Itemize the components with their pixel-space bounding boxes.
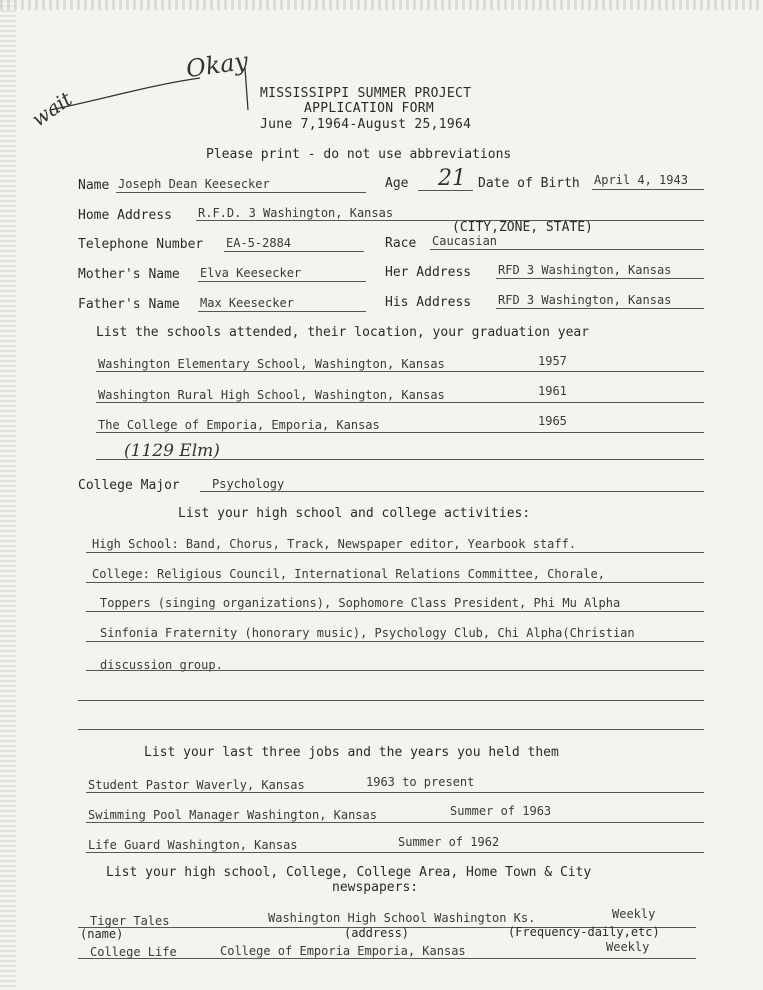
- major-value: Psychology: [212, 477, 285, 491]
- mother-value: Elva Keesecker: [200, 266, 302, 280]
- col-frequency-label: (Frequency-daily,etc): [508, 925, 660, 939]
- activity-underline: [86, 641, 704, 642]
- form-title: MISSISSIPPI SUMMER PROJECT: [260, 86, 472, 101]
- job-years: 1963 to present: [366, 775, 475, 789]
- dob-value: April 4, 1943: [594, 173, 688, 187]
- activity-line: College: Religious Council, International Relations Committee, Chorale,: [92, 567, 605, 581]
- father-label: Father's Name: [78, 297, 180, 312]
- major-underline: [200, 491, 704, 492]
- activity-underline: [86, 611, 704, 612]
- name-underline: [116, 192, 366, 193]
- newspaper-name: College Life: [90, 945, 177, 959]
- father-underline: [198, 311, 366, 312]
- job-years: Summer of 1963: [450, 804, 552, 818]
- name-label: Name: [78, 178, 110, 193]
- activity-underline: [86, 670, 704, 671]
- mother-underline: [198, 281, 366, 282]
- form-dates: June 7,1964-August 25,1964: [260, 117, 472, 132]
- job-title: Student Pastor Waverly, Kansas: [88, 778, 305, 792]
- age-underline: [418, 190, 473, 191]
- blank-underline: [96, 459, 704, 460]
- annotation-okay: Okay: [184, 46, 250, 84]
- form-subtitle: APPLICATION FORM: [304, 101, 435, 116]
- his-address-value: RFD 3 Washington, Kansas: [498, 293, 672, 307]
- school-year: 1957: [538, 354, 567, 368]
- home-address-value: R.F.D. 3 Washington, Kansas: [198, 206, 394, 220]
- school-name: Washington Elementary School, Washington, Kansas: [98, 357, 445, 371]
- newspaper-frequency: Weekly: [606, 940, 650, 954]
- newspapers-prompt-cont: newspapers:: [332, 880, 419, 895]
- newspaper-address: Washington High School Washington Ks.: [268, 911, 536, 925]
- activity-underline: [86, 552, 704, 553]
- race-label: Race: [385, 236, 417, 251]
- newspaper-name: Tiger Tales: [90, 914, 170, 928]
- telephone-value: EA-5-2884: [226, 236, 292, 250]
- activity-underline: [78, 700, 704, 701]
- his-address-underline: [496, 308, 704, 309]
- her-address-value: RFD 3 Washington, Kansas: [498, 263, 672, 277]
- newspaper-address: College of Emporia Emporia, Kansas: [220, 944, 466, 958]
- mother-label: Mother's Name: [78, 267, 180, 282]
- job-underline: [86, 852, 704, 853]
- name-value: Joseph Dean Keesecker: [118, 177, 270, 191]
- schools-prompt: List the schools attended, their location, your graduation year: [96, 325, 590, 340]
- home-address-underline: [196, 220, 704, 221]
- telephone-underline: [224, 251, 364, 252]
- col-address-label: (address): [344, 926, 410, 940]
- job-title: Life Guard Washington, Kansas: [88, 838, 298, 852]
- activity-line: discussion group.: [100, 658, 223, 672]
- newspaper-underline: [78, 958, 696, 959]
- school-name: The College of Emporia, Emporia, Kansas: [98, 418, 380, 432]
- race-underline: [430, 249, 704, 250]
- her-address-underline: [496, 278, 704, 279]
- her-address-label: Her Address: [385, 265, 472, 280]
- newspapers-prompt: List your high school, College, College Area, Home Town & City: [106, 865, 592, 880]
- activities-prompt: List your high school and college activities:: [178, 506, 531, 521]
- his-address-label: His Address: [385, 295, 472, 310]
- activity-underline: [78, 729, 704, 730]
- home-address-label: Home Address: [78, 208, 172, 223]
- job-underline: [86, 822, 704, 823]
- jobs-prompt: List your last three jobs and the years you held them: [144, 745, 559, 760]
- scan-edge-top: [0, 0, 763, 10]
- school-underline: [96, 432, 704, 433]
- age-label: Age: [385, 176, 409, 191]
- activity-underline: [86, 582, 704, 583]
- father-value: Max Keesecker: [200, 296, 294, 310]
- school-underline: [96, 371, 704, 372]
- activity-line: Toppers (singing organizations), Sophomore Class President, Phi Mu Alpha: [100, 596, 621, 610]
- school-underline: [96, 402, 704, 403]
- telephone-label: Telephone Number: [78, 237, 204, 252]
- newspaper-frequency: Weekly: [612, 907, 656, 921]
- school-year: 1961: [538, 384, 567, 398]
- col-name-label: (name): [80, 927, 124, 941]
- school-year: 1965: [538, 414, 567, 428]
- dob-label: Date of Birth: [478, 176, 580, 191]
- job-title: Swimming Pool Manager Washington, Kansas: [88, 808, 377, 822]
- school-name: Washington Rural High School, Washington, Kansas: [98, 388, 445, 402]
- scan-edge-left: [0, 0, 16, 990]
- annotation-pen-strokes: [40, 60, 270, 120]
- dob-underline: [592, 189, 704, 190]
- race-value: Caucasian: [432, 234, 498, 248]
- annotation-address-note: (1129 Elm): [124, 441, 220, 461]
- activity-line: High School: Band, Chorus, Track, Newspaper editor, Yearbook staff.: [92, 537, 577, 551]
- major-label: College Major: [78, 478, 180, 493]
- city-zone-state-label: (CITY,ZONE, STATE): [452, 220, 593, 235]
- annotation-wait: wait: [27, 86, 77, 132]
- job-years: Summer of 1962: [398, 835, 500, 849]
- age-value: 21: [438, 166, 466, 191]
- instruction-text: Please print - do not use abbreviations: [206, 147, 512, 162]
- job-underline: [86, 792, 704, 793]
- activity-line: Sinfonia Fraternity (honorary music), Psychology Club, Chi Alpha(Christian: [100, 626, 635, 640]
